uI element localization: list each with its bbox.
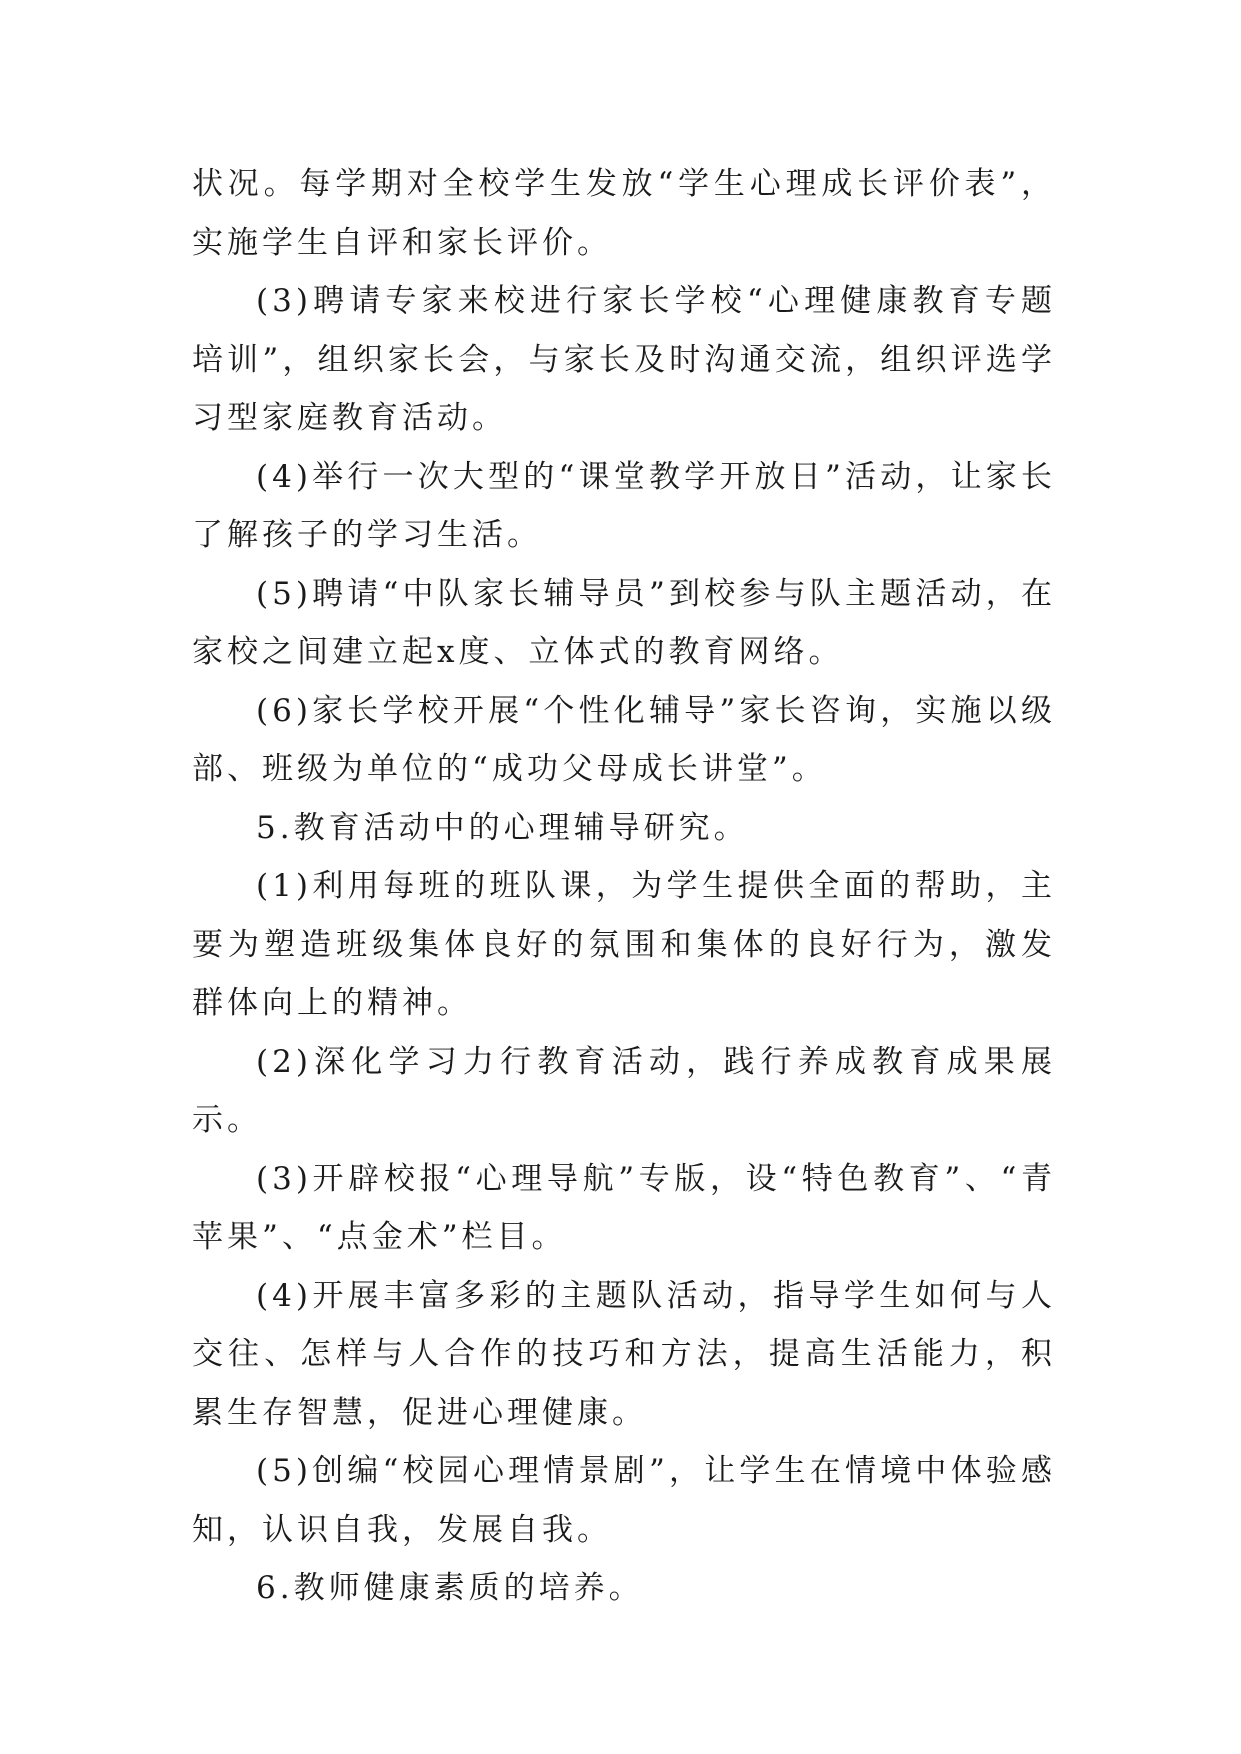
paragraph-item-4-open-day: (4)举行一次大型的“课堂教学开放日”活动，让家长了解孩子的学习生活。: [192, 458, 1056, 553]
paragraph-item-5-drama: (5)创编“校园心理情景剧”，让学生在情境中体验感知，认识自我，发展自我。: [192, 1453, 1056, 1548]
section-heading-6: 6.教师健康素质的培养。: [256, 1570, 644, 1606]
paragraph-item-3-school-paper: (3)开辟校报“心理导航”专版，设“特色教育”、“青苹果”、“点金术”栏目。: [192, 1160, 1056, 1255]
paragraph-item-3-expert-training: (3)聘请专家来校进行家长学校“心理健康教育专题培训”，组织家长会，与家长及时沟通交流，组织评选学习型家庭教育活动。: [192, 283, 1056, 436]
paragraph-item-6-parent-consulting: (6)家长学校开展“个性化辅导”家长咨询，实施以级部、班级为单位的“成功父母成长讲堂”。: [192, 692, 1056, 787]
section-heading-5: 5.教育活动中的心理辅导研究。: [256, 809, 749, 846]
paragraph-continuation: 状况。每学期对全校学生发放“学生心理成长评价表”，实施学生自评和家长评价。: [192, 166, 1056, 261]
paragraph-item-4-theme-activities: (4)开展丰富多彩的主题队活动，指导学生如何与人交往、怎样与人合作的技巧和方法，提高生活能力，积累生存智慧，促进心理健康。: [192, 1277, 1056, 1431]
document-page: [192, 155, 1056, 1618]
paragraph-item-2-learning-practice: (2)深化学习力行教育活动，践行养成教育成果展示。: [192, 1043, 1056, 1138]
paragraph-item-5-parent-counselor: (5)聘请“中队家长辅导员”到校参与队主题活动，在家校之间建立起x度、立体式的教育网络。: [192, 575, 1056, 670]
paragraph-item-1-class-meeting: (1)利用每班的班队课，为学生提供全面的帮助，主要为塑造班级集体良好的氛围和集体的良好行为，激发群体向上的精神。: [192, 868, 1056, 1021]
